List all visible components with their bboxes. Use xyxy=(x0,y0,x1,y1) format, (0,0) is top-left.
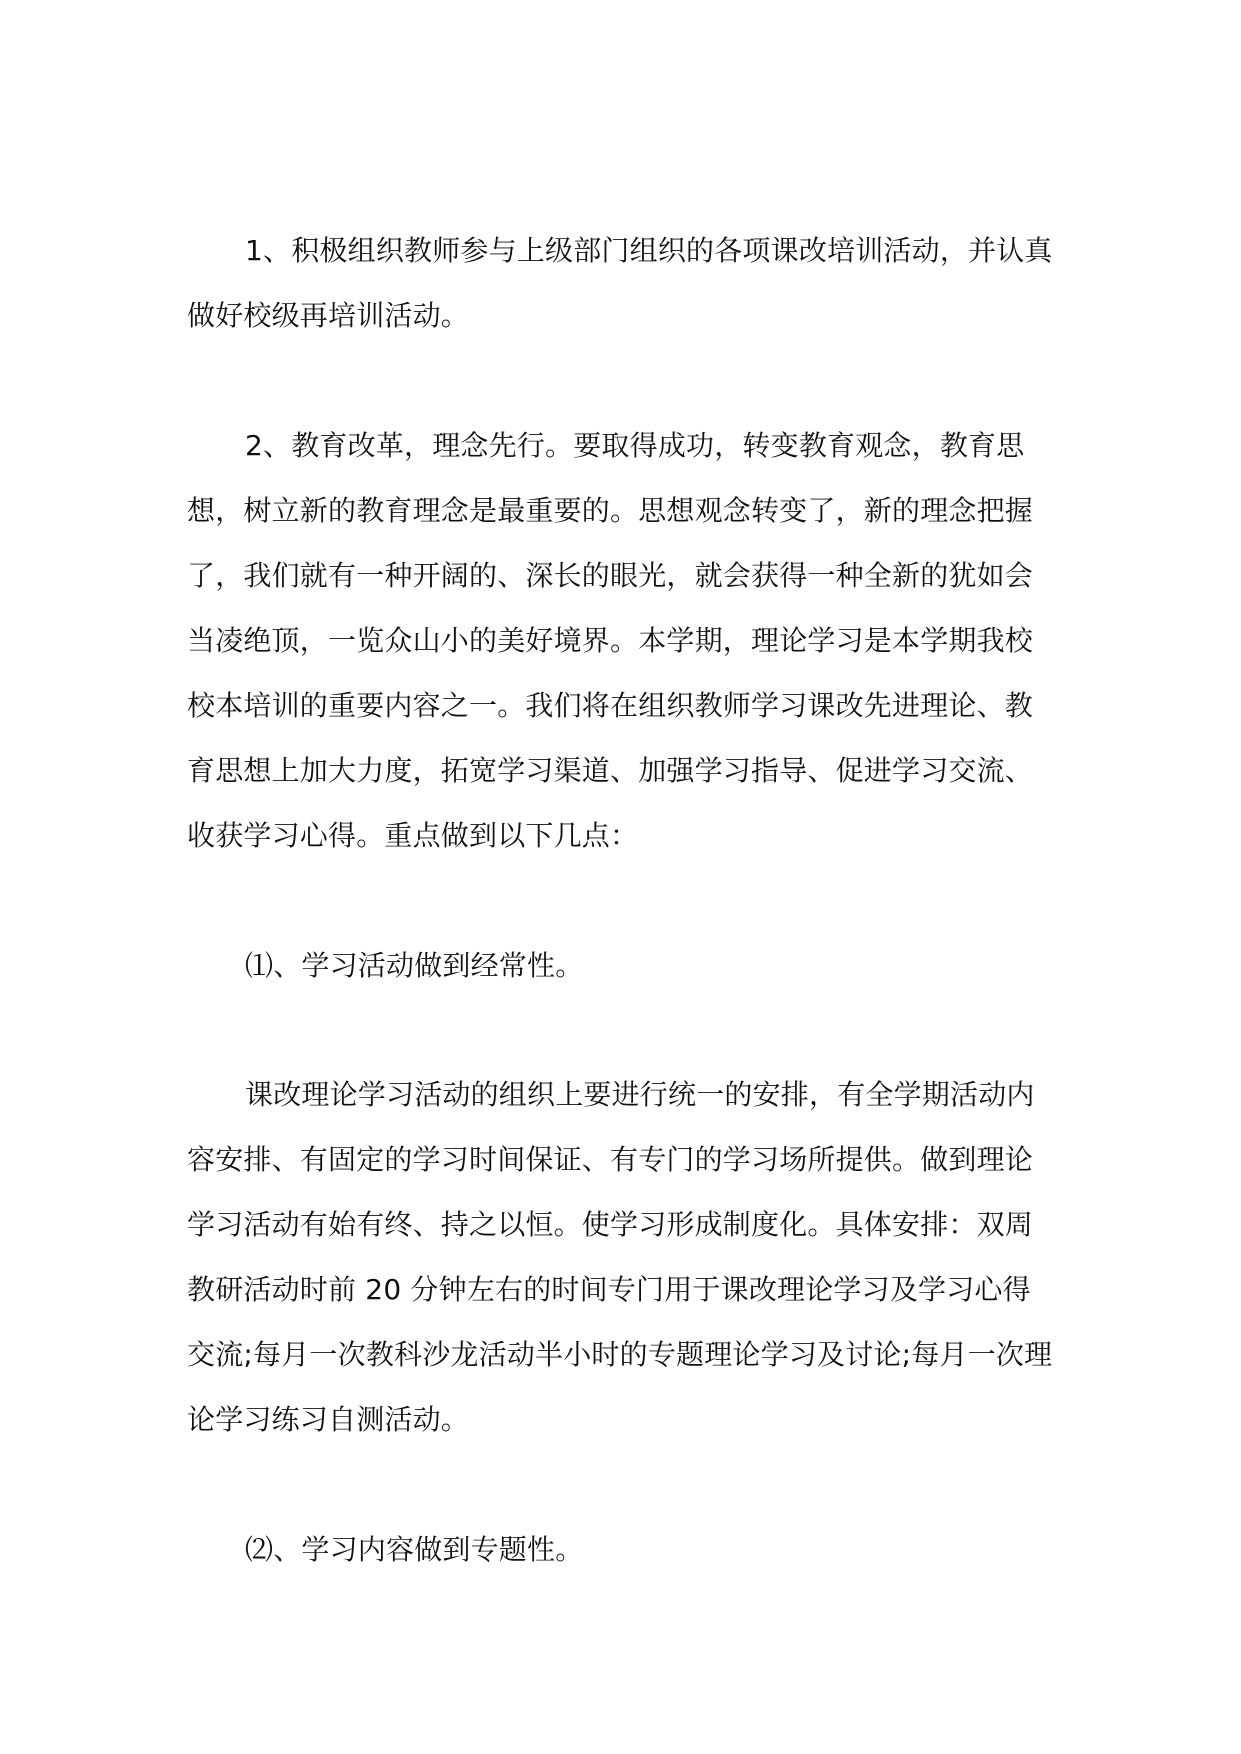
paragraph-education-reform: 2、教育改革，理念先行。要取得成功，转变教育观念，教育思想，树立新的教育理念是最重要的。思想观念转变了，新的理念把握了，我们就有一种开阔的、深长的眼光，就会获得一种全新的犹如会当凌绝顶，一览众山小的美好境界。本学期，理论学习是本学期我校校本培训的重要内容之一。我们将在组织教师学习课改先进理论、教育思想上加大力度，拓宽学习渠道、加强学习指导、促进学习交流、收获学习心得。重点做到以下几点： xyxy=(187,429,1034,852)
heading-thematic-content: ⑵、学习内容做到专题性。 xyxy=(245,1533,584,1566)
paragraph-training-activities: 1、积极组织教师参与上级部门组织的各项课改培训活动，并认真做好校级再培训活动。 xyxy=(187,234,1053,332)
heading-regular-study: ⑴、学习活动做到经常性。 xyxy=(245,949,584,982)
paragraph-study-arrangement: 课改理论学习活动的组织上要进行统一的安排，有全学期活动内容安排、有固定的学习时间保证、有专门的学习场所提供。做到理论学习活动有始有终、持之以恒。使学习形成制度化。具体安排：双周教研活动时前 20 分钟左右的时间专门用于课改理论学习及学习心得交流;每月一次教科沙龙活动半小时的专题理论学习及讨论;每月一次理论学习练习自测活动。 xyxy=(187,1078,1053,1436)
